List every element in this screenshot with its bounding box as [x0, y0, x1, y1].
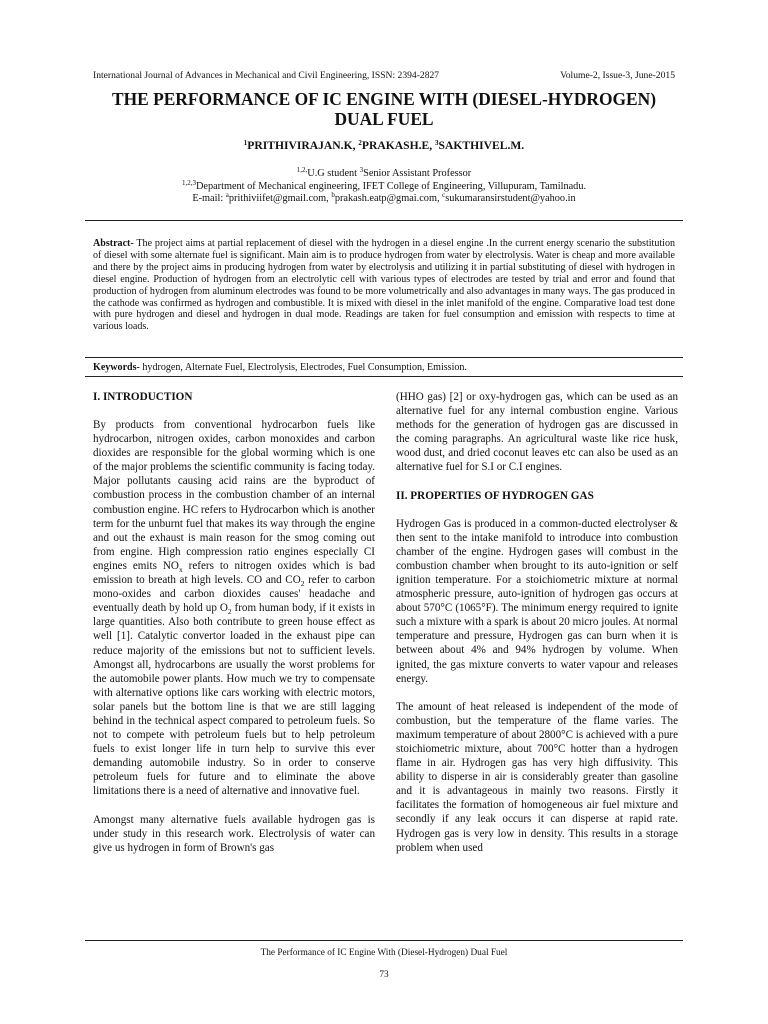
department-text: Department of Mechanical engineering, IFET College of Engineering, Villupuram, Tamilnadu.	[195, 180, 587, 192]
paper-title	[70, 89, 698, 129]
author-1-sup: 1	[243, 139, 248, 147]
section-heading-properties: II. PROPERTIES OF HYDROGEN GAS	[396, 489, 594, 502]
co2-subscript: 2	[300, 579, 305, 589]
intro-p1-part-b: refers to nitrogen oxides which is bad emission to breath at high levels. CO and CO	[93, 559, 375, 587]
section-heading-introduction: I. INTRODUCTION	[93, 391, 193, 403]
title-line-2: DUAL FUEL	[334, 109, 434, 129]
volume-issue: Volume-2, Issue-3, June-2015	[560, 70, 675, 81]
title-line-1: THE PERFORMANCE OF IC ENGINE WITH (DIESEL-HYDROGEN)	[112, 89, 656, 109]
author-2-sup: 2	[358, 139, 362, 147]
keywords	[93, 362, 675, 374]
author-2: PRAKASH.E,	[361, 139, 436, 152]
author-1: PRITHIVIRAJAN.K,	[247, 139, 359, 152]
email-2-sup: b	[331, 191, 335, 199]
author-3-sup: 3	[435, 139, 439, 147]
email-1-sup: a	[225, 191, 229, 199]
role-sup-1: 1,2,	[296, 166, 308, 174]
divider-top	[85, 220, 683, 221]
email-label: E-mail:	[192, 193, 226, 204]
intro-p1-part-a: By products from conventional hydrocarbon fuels like hydrocarbon, nitrogen oxides, carbon monoxides and carbon dioxides are responsible for the global worming which is one of the major problems the scientific community is facing today. Major pollutants causing acid rains are the byproduct of combustion process in the combustion chamber of an internal combustion engine. HC refers to Hydrocarbon which is another term for the unburnt fuel that makes its way through the engine and out the exhaust is main reason for the smog coming out from engine. High compression ratio engines especially CI engines emits NO	[93, 419, 375, 572]
running-footer: The Performance of IC Engine With (Diesel-Hydrogen) Dual Fuel	[260, 948, 508, 958]
intro-paragraph-1	[93, 418, 375, 799]
divider-abstract	[85, 357, 683, 358]
email-2[interactable]: prakash.eatp@gmai.com,	[334, 193, 443, 204]
divider-keywords	[85, 376, 683, 377]
department-sup: 1,2,3	[181, 178, 196, 187]
intro-paragraph-2: Amongst many alternative fuels available hydrogen gas is under study in this research work. Electrolysis of water can give us hydrogen in form of Brown's gas	[93, 813, 375, 854]
email-3-sup: c	[442, 191, 446, 199]
intro-p1-part-c: refer to carbon mono-oxides and carbon dioxides causes' headache and eventually death by hold up O	[93, 574, 375, 615]
email-3[interactable]: sukumaransirstudent@yahoo.in	[445, 193, 576, 204]
abstract	[93, 238, 675, 333]
keywords-text: hydrogen, Alternate Fuel, Electrolysis, Electrodes, Fuel Consumption, Emission.	[139, 362, 467, 373]
abstract-text: The project aims at partial replacement of diesel with the hydrogen in a diesel engine .In the current energy scenario the substitution of diesel with some alternate fuel is significant. Main aim is to produce hydrogen from water by electrolysis. Water is cheap and more available and there by the project aims in producing hydrogen from water by electrolysis and utilizing it in partial substituting of diesel with hydrogen in diesel engine. Production of hydrogen from an electrolytic cell with various types of electrodes are tested by trial and error and found that production of hydrogen from aluminum electrodes was found to be more volumetrically and also advantages in many ways. The gas produced in the cathode was confirmed as hydrogen and combustible. It is mixed with diesel in the inlet manifold of the engine. Comparative load test done with pure hydrogen and diesel and hydrogen in dual mode. Readings are taken for fuel consumption and emission with respects to time at various loads.	[93, 238, 675, 333]
nox-subscript: x	[178, 565, 183, 575]
column-left	[93, 390, 375, 855]
properties-paragraph-2: The amount of heat released is independent of the mode of combustion, but the temperature of the flame varies. The maximum temperature of about 2800°C is achieved with a pure stoichiometric mixture, about 700°C hotter than a hydrogen flame in air. Hydrogen gas has very high diffusivity. This ability to disperse in air is considerably greater than gasoline and it is advantageous in mainly two reasons. Firstly it facilitates the formation of homogeneous air fuel mixture and secondly if any leak occurs it can disperse at rapid rate. Hydrogen gas is very low in density. This results in a storage problem when used	[396, 700, 679, 854]
intro-continued-paragraph: (HHO gas) [2] or oxy-hydrogen gas, which can be used as an alternative fuel for any internal combustion engine. Various methods for the generation of hydrogen gas are discussed in the coming paragraphs. An agricultural waste like rice husk, wood dust, and dried coconut leaves etc can also be used as an alternative fuel for S.I or C.I engines.	[396, 391, 678, 474]
author-roles	[70, 168, 698, 181]
running-header	[93, 70, 675, 82]
email-line	[70, 193, 698, 206]
affiliations	[70, 168, 698, 206]
journal-name: International Journal of Advances in Mechanical and Civil Engineering, ISSN: 2394-2827	[93, 70, 440, 81]
department	[70, 178, 698, 194]
role-2: Senior Assistant Professor	[363, 168, 472, 179]
author-list	[70, 139, 698, 153]
page-number: 73	[379, 970, 389, 980]
intro-p1-part-d: from human body, if it exists in large quantities. Also both contribute to green house effect as well [1]. Catalytic convertor loaded in the exhaust pipe can reduce majority of the emissions but not to sufficient levels. Amongst all, hydrocarbons are usually the worst problems for the automobile power plants. How much we try to compensate with alternative options like cars working with electric motors, solar panels but the bottom line is that we are still lagging behind in the technical aspect compared to petroleum fuels. So not to compete with petroleum fuels but to help petroleum fuels to exist longer life in turn help to survive this ever demanding automobile industry. So in order to conserve petroleum fuels for future and to eliminate the above limitations there is a need of alternative and innovative fuel.	[93, 602, 375, 798]
role-sup-2: 3	[359, 166, 364, 174]
column-right	[396, 390, 678, 855]
author-3: SAKTHIVEL.M.	[438, 139, 525, 152]
keywords-label: Keywords-	[93, 362, 140, 373]
abstract-label: Abstract-	[93, 238, 134, 249]
properties-paragraph-1: Hydrogen Gas is produced in a common-ducted electrolyser & then sent to the intake manifold to introduce into combustion chamber of the engine. Hydrogen gases will combust in the combustion chamber when brought to its auto-ignition or self ignition temperature. For a stoichiometric mixture at normal atmospheric pressure, auto-ignition of hydrogen gas occurs at about 570°C (1065°F). The minimum energy required to ignite such a mixture with a spark is about 20 micro joules. At normal temperature and pressure, Hydrogen gas can burn when it is between about 4% and 94% hydrogen by volume. When ignited, the gas mixture converts to water vapour and releases energy.	[396, 517, 678, 685]
o2-subscript: 2	[227, 607, 232, 617]
email-1[interactable]: prithiviifet@gmail.com,	[228, 193, 332, 204]
role-1: U.G student	[307, 168, 360, 179]
divider-footer	[85, 940, 683, 941]
